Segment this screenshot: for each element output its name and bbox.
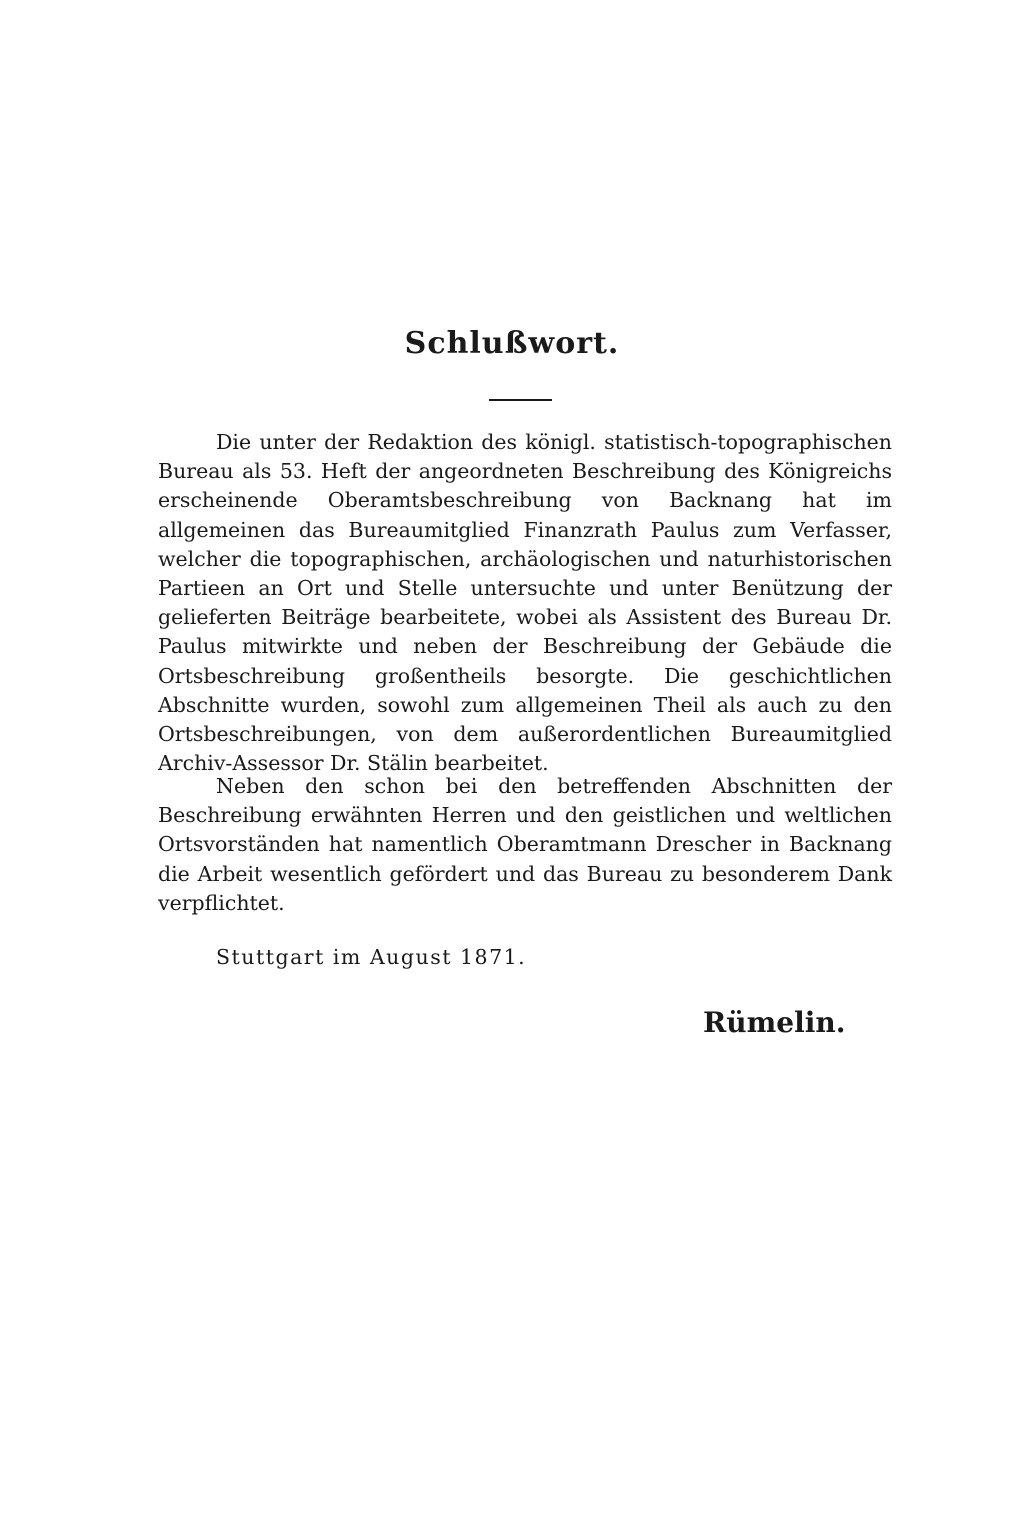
place-date: Stuttgart im August 1871. <box>216 945 527 969</box>
paragraph-2: Neben den schon bei den betreffenden Abschnitten der Beschreibung erwähnten Herren und den geistlichen und weltlichen Ortsvorständen hat namentlich Oberamtmann Drescher in Backnang die Arbeit wesentlich gefördert und das Bureau zu besonderem Dank verpflichtet. <box>158 774 892 915</box>
title-divider <box>489 399 552 401</box>
signature: Rümelin. <box>703 1006 846 1039</box>
page-title: Schlußwort. <box>404 326 620 361</box>
paragraph-1: Die unter der Redaktion des königl. statistisch-topographischen Bureau als 53. Heft der angeordneten Beschreibung des Königreichs erscheinende Oberamtsbeschreibung von Backnang hat im allgemeinen das Bureaumitglied Finanzrath Paulus zum Verfasser, welcher die topographischen, archäologischen und naturhistorischen Partieen an Ort und Stelle untersuchte und unter Benützung der gelieferten Beiträge bearbeitete, wobei als Assistent des Bureau Dr. Paulus mitwirkte und neben der Beschreibung der Gebäude die Ortsbeschreibung großentheils besorgte. Die geschichtlichen Abschnitte wurden, sowohl zum allgemeinen Theil als auch zu den Ortsbeschreibungen, von dem außerordentlichen Bureaumitglied Archiv-Assessor Dr. Stälin bearbeitet. <box>158 430 892 776</box>
